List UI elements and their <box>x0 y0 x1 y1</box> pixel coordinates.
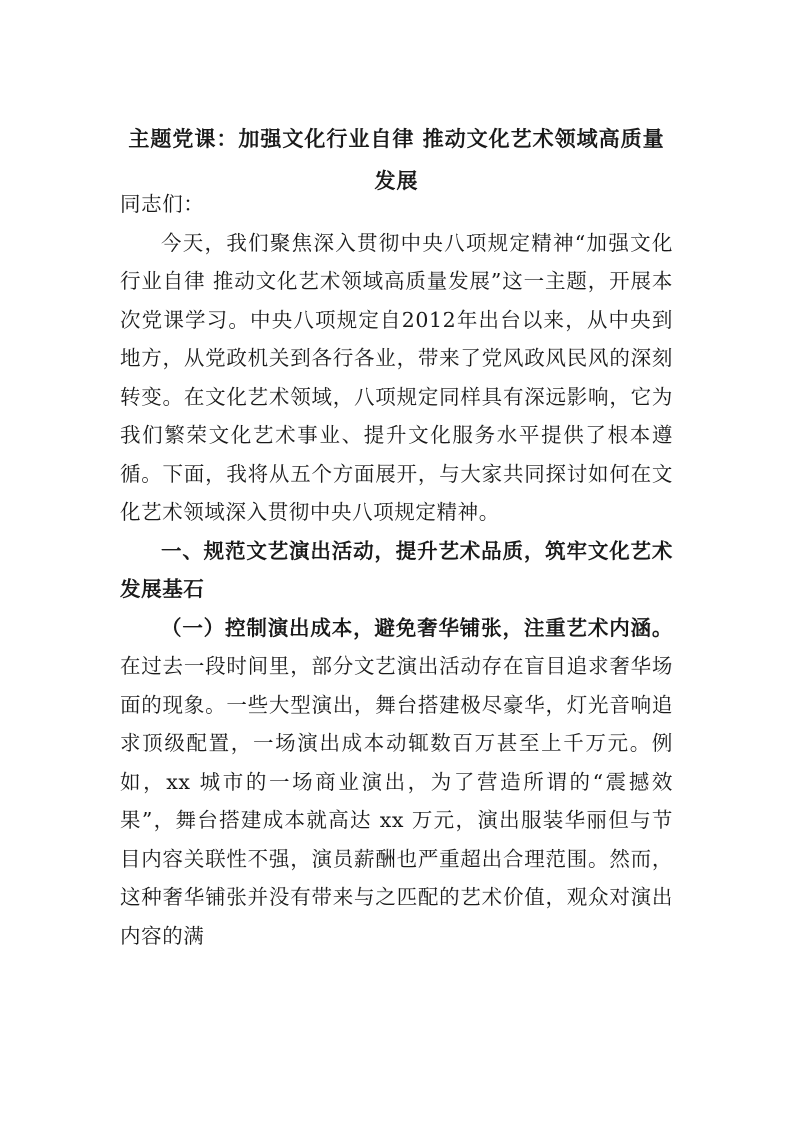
greeting: 同志们： <box>120 192 205 216</box>
subsection-paragraph-1 <box>120 609 673 956</box>
subsection-heading-1: （一）控制演出成本，避免奢华铺张，注重艺术内涵。 <box>161 615 673 640</box>
intro-paragraph: 今天，我们聚焦深入贯彻中央八项规定精神“加强文化行业自律 推动文化艺术领域高质量发展”这一主题，开展本次党课学习。中央八项规定自2012年出台以来，从中央到地方，从党政机关到各行各业，带来了党风政风民风的深刻转变。在文化艺术领域，八项规定同样具有深远影响，它为我们繁荣文化艺术事业、提升文化服务水平提供了根本遵循。下面，我将从五个方面展开，与大家共同探讨如何在文化艺术领域深入贯彻中央八项规定精神。 <box>120 230 673 524</box>
section-heading-1: 一、规范文艺演出活动，提升艺术品质，筑牢文化艺术发展基石 <box>120 538 673 601</box>
document-body <box>120 185 673 955</box>
subsection-body-1: 在过去一段时间里，部分文艺演出活动存在盲目追求奢华场面的现象。一些大型演出，舞台搭建极尽豪华，灯光音响追求顶级配置，一场演出成本动辄数百万甚至上千万元。例如，xx 城市的一场商业演出，为了营造所谓的“震撼效果”，舞台搭建成本就高达 xx 万元，演出服装华丽但与节目内容关联性不强，演员薪酬也严重超出合理范围。然而，这种奢华铺张并没有带来与之匹配的艺术价值，观众对演出内容的满 <box>120 654 673 948</box>
document-title: 主题党课：加强文化行业自律 推动文化艺术领域高质量发展 <box>128 126 665 193</box>
